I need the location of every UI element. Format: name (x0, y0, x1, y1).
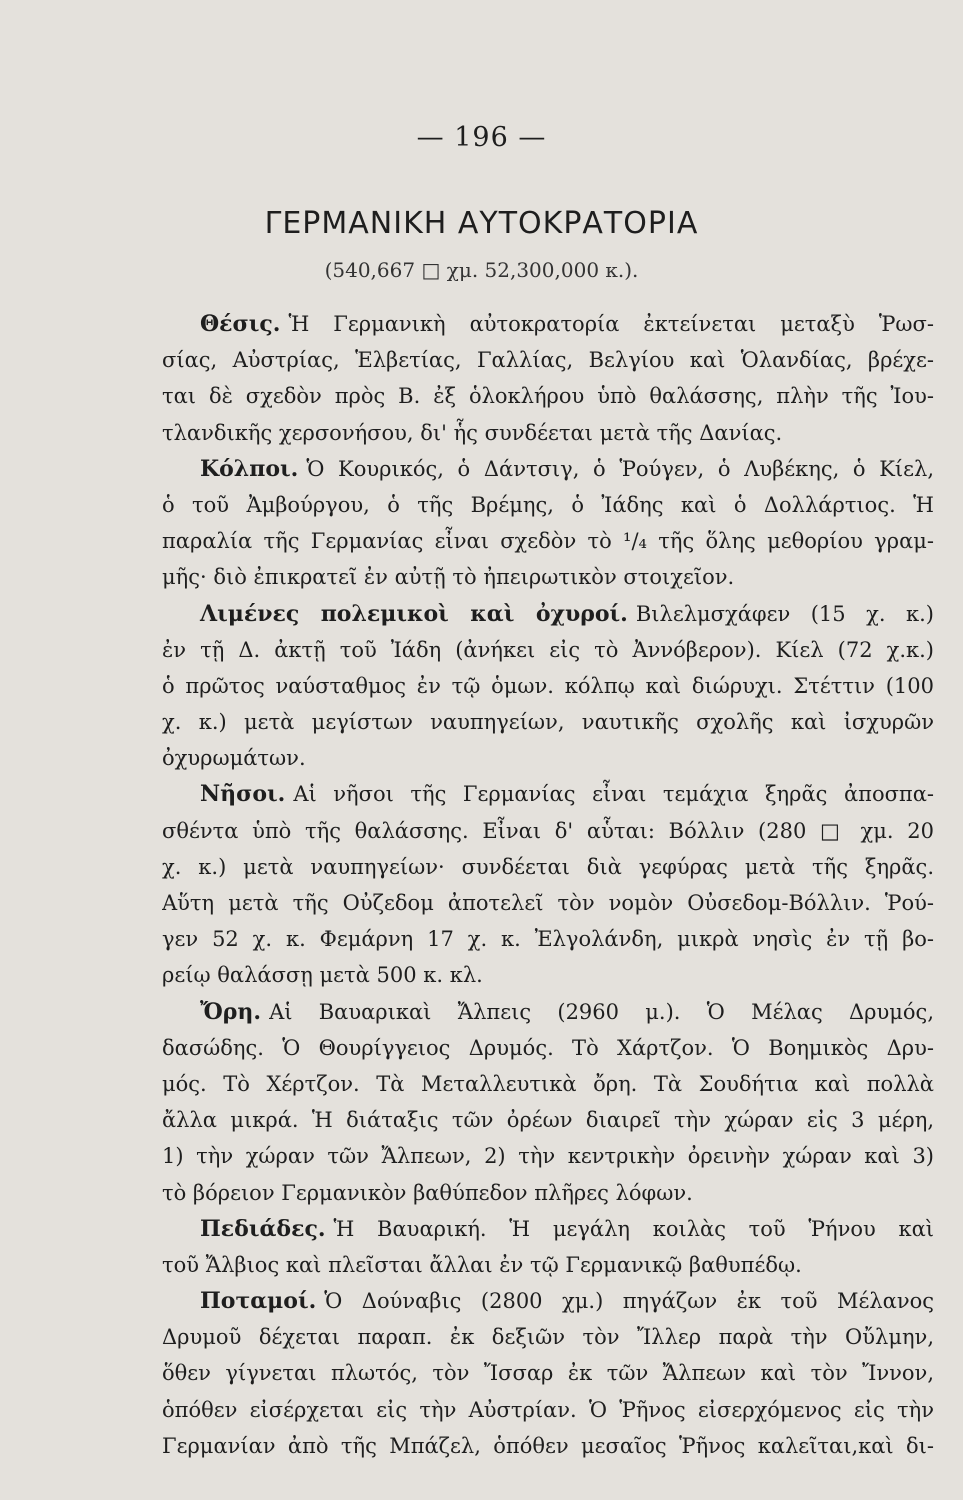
text-line (162, 1138, 934, 1174)
line-text: τὸ βόρειον Γερμανικὸν βαθύπεδον πλῆρες λόφων. (162, 1180, 693, 1205)
line-text: Γερμανίαν ἀπὸ τῆς Μπάζελ, ὁπόθεν μεσαῖος Ῥῆνος καλεῖται,καὶ δι- (162, 1433, 934, 1458)
text-line (162, 1247, 934, 1283)
line-text: γεν 52 χ. κ. Φεμάρνη 17 χ. κ. Ἐλγολάνδη, μικρὰ νησὶς ἐν τῇ βο- (162, 927, 934, 952)
text-line (162, 885, 934, 921)
text-line (162, 415, 934, 451)
text-line (162, 306, 934, 342)
line-text: ται δὲ σχεδὸν πρὸς Β. ἐξ ὁλοκλήρου ὑπὸ θαλάσσης, πλὴν τῆς Ἰου- (162, 384, 934, 409)
text-line (162, 849, 934, 885)
text-line (162, 1283, 934, 1319)
line-text: Ἡ Γερμανικὴ αὐτοκρατορία ἐκτείνεται μεταξὺ Ῥωσ- (288, 312, 934, 336)
line-text: ρείῳ θαλάσσῃ μετὰ 500 κ. κλ. (162, 963, 483, 988)
text-line (162, 451, 934, 487)
line-text: ὁ πρῶτος ναύσταθμος ἐν τῷ ὁμων. κόλπῳ καὶ διώρυχι. Στέττιν (100 (162, 673, 934, 698)
section-heading: Λιμένες πολεμικοὶ καὶ ὀχυροί. (200, 600, 628, 627)
line-text: Δρυμοῦ δέχεται παραπ. ἐκ δεξιῶν τὸν Ἴλλερ παρὰ τὴν Οὔλμην, (162, 1325, 934, 1350)
text-line (162, 487, 934, 523)
text-line (162, 813, 934, 849)
line-text: Αἱ νῆσοι τῆς Γερμανίας εἶναι τεμάχια ξηρᾶς ἀποσπα- (293, 782, 934, 807)
text-line (162, 1319, 934, 1355)
line-text: τοῦ Ἄλβιος καὶ πλεῖσται ἄλλαι ἐν τῷ Γερμανικῷ βαθυπέδῳ. (162, 1252, 802, 1277)
text-line (162, 559, 934, 595)
line-text: χ. κ.) μετὰ μεγίστων ναυπηγείων, ναυτικῆς σχολῆς καὶ ἰσχυρῶν (162, 710, 934, 735)
text-line (162, 668, 934, 704)
section-heading: Νῆσοι. (200, 781, 286, 808)
text-line (162, 704, 934, 740)
text-line (162, 1355, 934, 1391)
text-line (162, 1102, 934, 1138)
text-line (162, 596, 934, 632)
text-line (162, 632, 934, 668)
text-line (162, 740, 934, 776)
section-heading: Ποταμοί. (200, 1288, 317, 1315)
line-text: Βιλελμσχάφεν (15 χ. κ.) (635, 601, 934, 626)
line-text: παραλία τῆς Γερμανίας εἶναι σχεδὸν τὸ ¹/₄ τῆς ὅλης μεθορίου γραμ- (162, 529, 934, 554)
text-line (162, 1211, 934, 1247)
text-line (162, 957, 934, 993)
line-text: δασώδης. Ὁ Θουρίγγειος Δρυμός. Τὸ Χάρτζον. Ὁ Βοημικὸς Δρυ- (162, 1035, 934, 1060)
line-text: Αὕτη μετὰ τῆς Οὐζεδομ ἀποτελεῖ τὸν νομὸν Οὐσεδομ-Βόλλιν. Ῥού- (162, 891, 934, 915)
line-text: Ὁ Κουρικός, ὁ Δάντσιγ, ὁ Ῥούγεν, ὁ Λυβέκης, ὁ Κίελ, (306, 456, 934, 481)
text-line (162, 1428, 934, 1464)
text-line (162, 342, 934, 378)
line-text: 1) τὴν χώραν τῶν Ἄλπεων, 2) τὴν κεντρικὴν ὀρεινὴν χώραν καὶ 3) (162, 1144, 934, 1169)
line-text: ὅθεν γίγνεται πλωτός, τὸν Ἴσσαρ ἐκ τῶν Ἄλπεων καὶ τὸν Ἴννον, (162, 1361, 934, 1386)
section-heading: Ὄρη. (200, 998, 262, 1025)
line-text: ὀχυρωμάτων. (162, 746, 306, 771)
line-text: ἄλλα μικρά. Ἡ διάταξις τῶν ὀρέων διαιρεῖ τὴν χώραν εἰς 3 μέρη, (162, 1108, 934, 1133)
line-text: ἐν τῇ Δ. ἀκτῇ τοῦ Ἰάδη (ἀνήκει εἰς τὸ Ἀννόβερον). Κίελ (72 χ.κ.) (162, 637, 934, 662)
line-text: χ. κ.) μετὰ ναυπηγείων· συνδέεται διὰ γεφύρας μετὰ τῆς ξηρᾶς. (162, 854, 934, 879)
line-text: ὁπόθεν εἰσέρχεται εἰς τὴν Αὐστρίαν. Ὁ Ῥῆνος εἰσερχόμενος εἰς τὴν (162, 1397, 934, 1422)
text-line (162, 776, 934, 812)
page-number: — 196 — (416, 122, 547, 153)
text-line (162, 994, 934, 1030)
page-subtitle: (540,667 □ χμ. 52,300,000 κ.). (324, 258, 639, 282)
text-line (162, 921, 934, 957)
line-text: Αἱ Βαυαρικαὶ Ἄλπεις (2960 μ.). Ὁ Μέλας Δρυμός, (269, 999, 934, 1024)
text-line (162, 1392, 934, 1428)
line-text: ὁ τοῦ Ἀμβούργου, ὁ τῆς Βρέμης, ὁ Ἰάδης καὶ ὁ Δολλάρτιος. Ἡ (162, 492, 934, 517)
text-line (162, 1066, 934, 1102)
section-heading: Κόλποι. (200, 455, 299, 482)
section-heading: Θέσις. (200, 311, 281, 337)
section-heading: Πεδιάδες. (200, 1215, 326, 1242)
text-line (162, 523, 934, 559)
text-line (162, 378, 934, 414)
line-text: Ὁ Δούναβις (2800 χμ.) πηγάζων ἐκ τοῦ Μέλανος (324, 1289, 934, 1314)
page-title: ΓΕΡΜΑΝΙΚΗ ΑΥΤΟΚΡΑΤΟΡΙΑ (264, 206, 699, 241)
text-line (162, 1030, 934, 1066)
line-text: μῆς· διὸ ἐπικρατεῖ ἐν αὐτῇ τὸ ἠπειρωτικὸν στοιχεῖον. (162, 565, 735, 590)
line-text: μός. Τὸ Χέρτζον. Τὰ Μεταλλευτικὰ ὄρη. Τὰ Σουδήτια καὶ πολλὰ (162, 1071, 934, 1096)
line-text: σίας, Αὐστρίας, Ἑλβετίας, Γαλλίας, Βελγίου καὶ Ὁλανδίας, βρέχε- (162, 348, 934, 373)
text-line (162, 1175, 934, 1211)
line-text: σθέντα ὑπὸ τῆς θαλάσσης. Εἶναι δ' αὗται: Βόλλιν (280 □ χμ. 20 (162, 818, 934, 843)
line-text: Ἡ Βαυαρική. Ἡ μεγάλη κοιλὰς τοῦ Ῥήνου καὶ (333, 1216, 934, 1241)
body-text (162, 306, 934, 1464)
line-text: τλανδικῆς χερσονήσου, δι' ἧς συνδέεται μετὰ τῆς Δανίας. (162, 420, 783, 445)
